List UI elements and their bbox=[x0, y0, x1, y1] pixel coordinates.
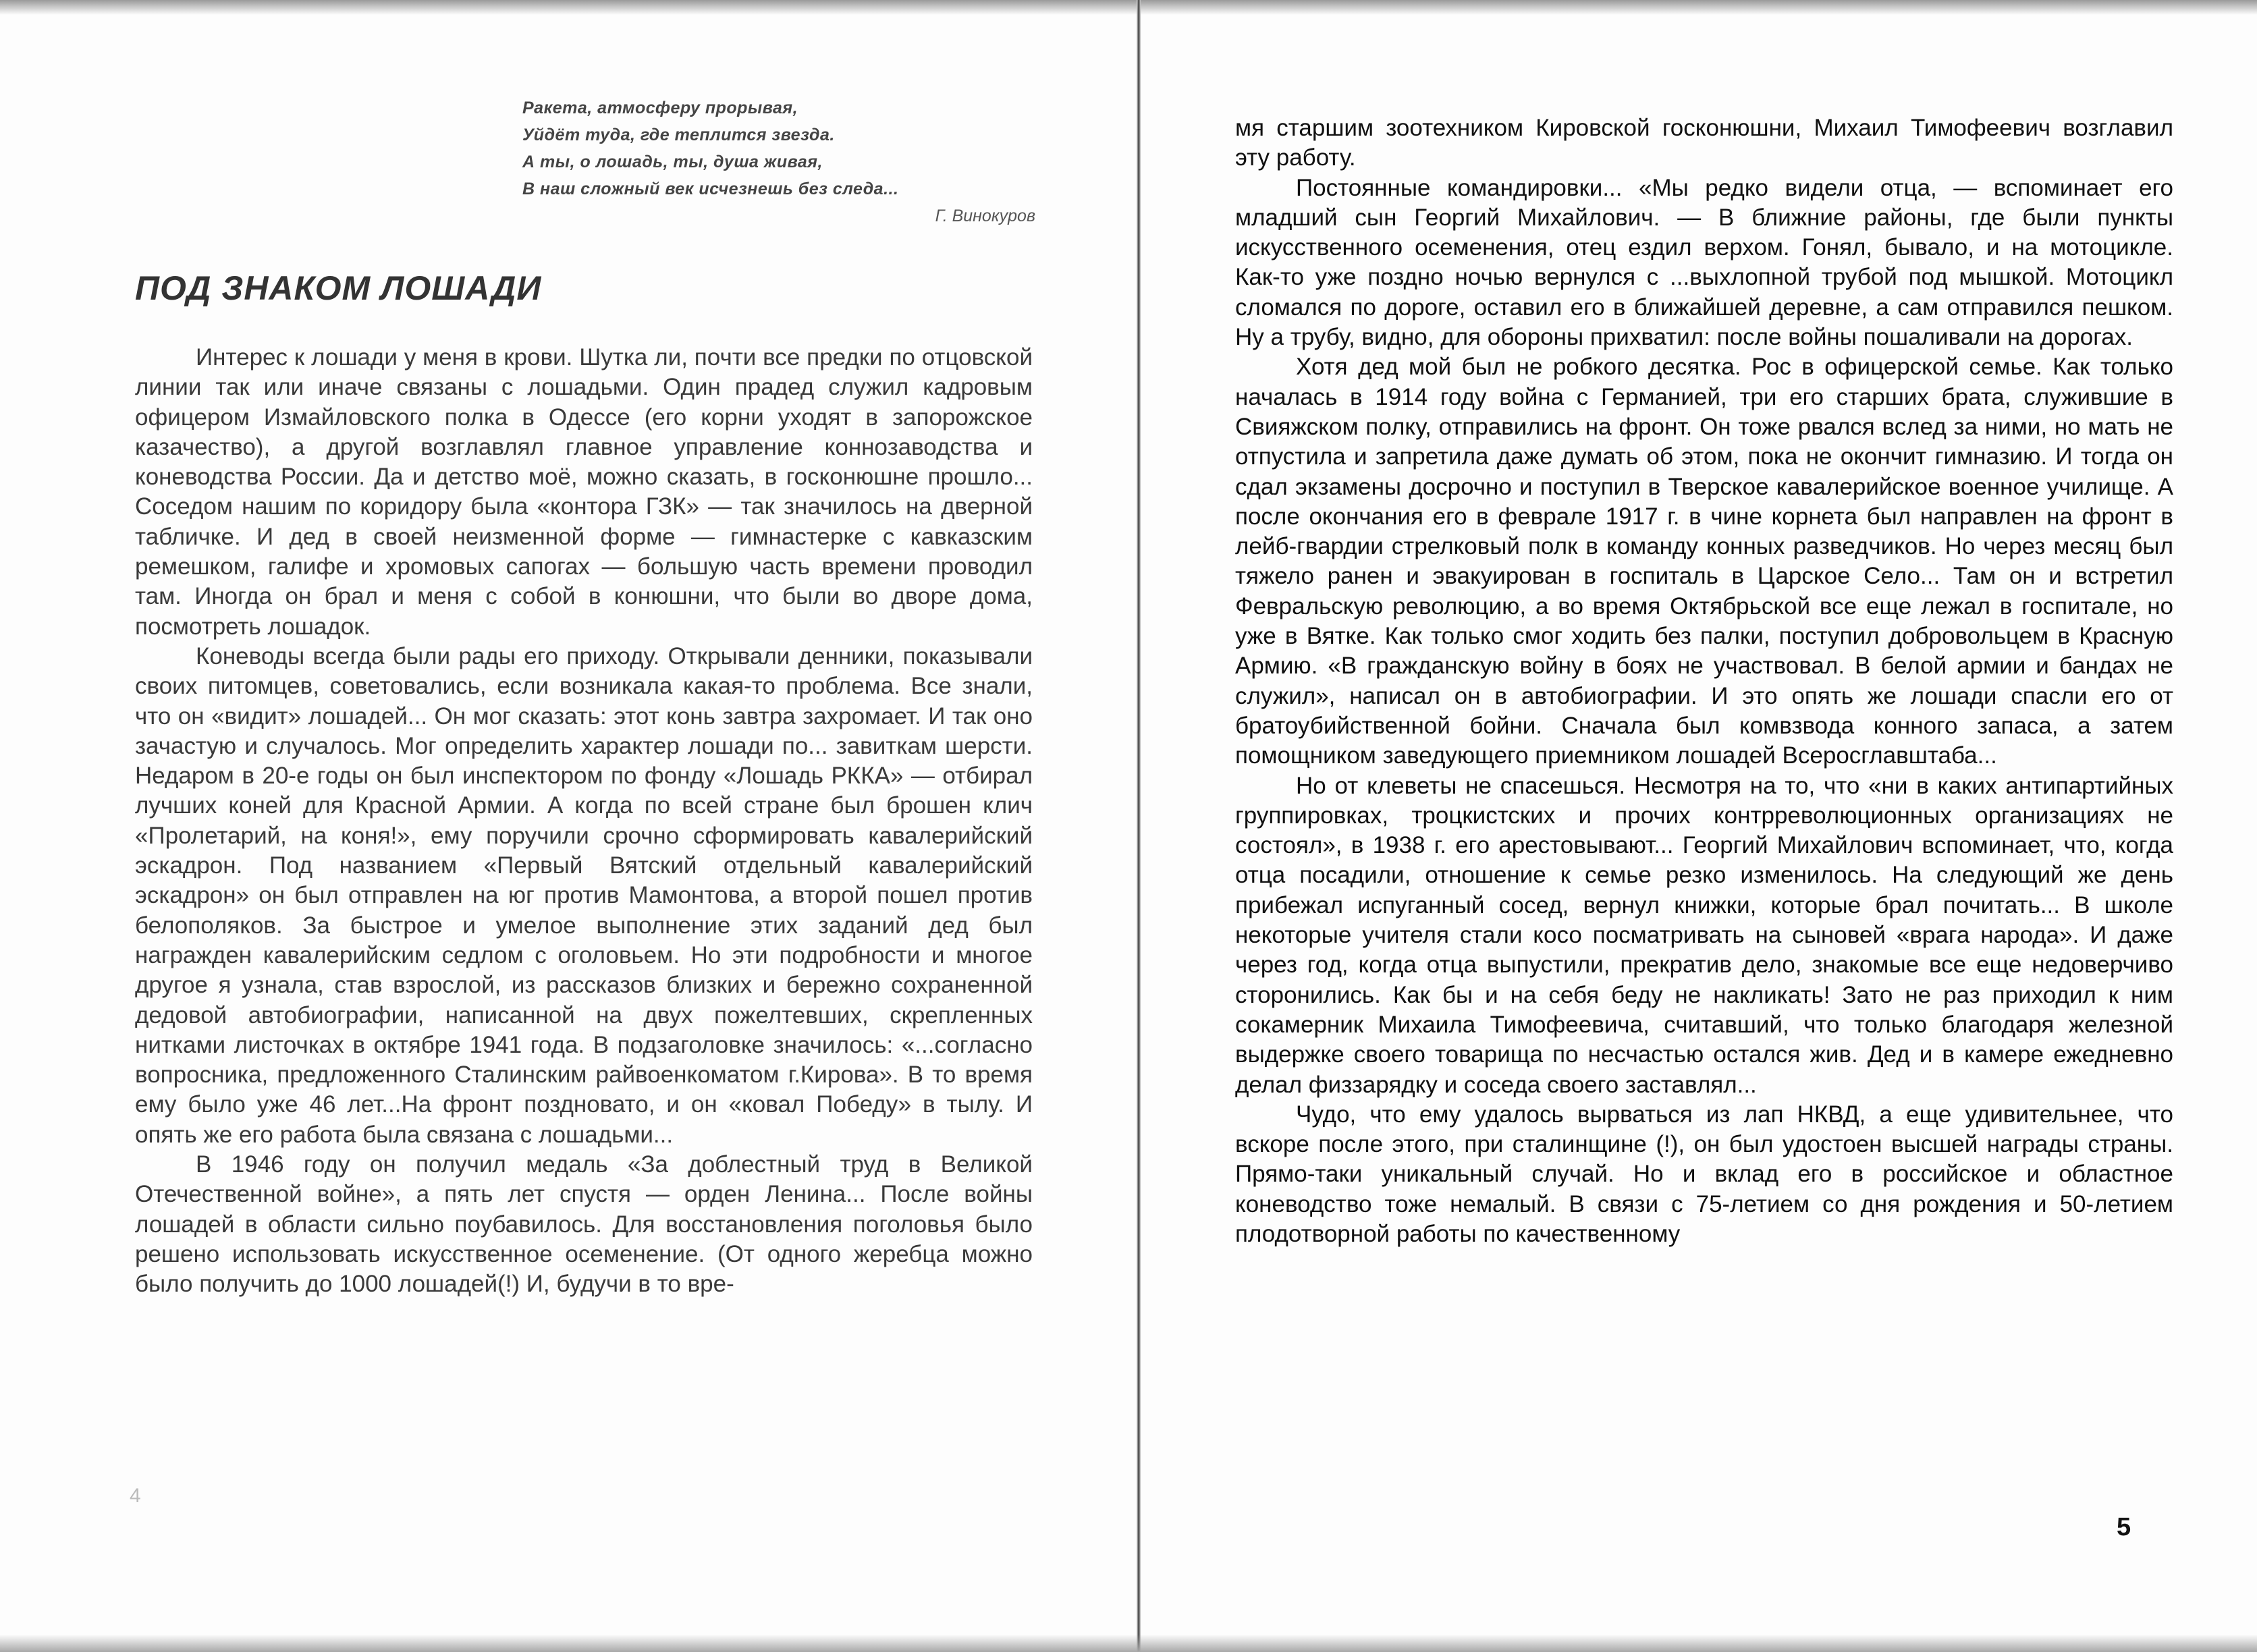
chapter-title: ПОД ЗНАКОМ ЛОШАДИ bbox=[135, 269, 542, 307]
paragraph: Хотя дед мой был не робкого десятка. Рос в офицерской семье. Как только началась в 1914 году война с Германией, три его старших брата, служившие в Свияжском полку, отправились на фронт. Он тоже рвался вслед за ними, но мать не отпустила и запретила даже думать об этом, пока не окончит гимназию. И тогда он сдал экзамены досрочно и поступил в Тверское кавалерийское военное училище. А после окончания его в феврале 1917 г. в чине корнета был направлен на фронт в лейб-гвардии стрелковый полк в команду конных разведчиков. Но через месяц был тяжело ранен и эвакуирован в госпиталь в Царское Село... Там он и встретил Февральскую революцию, а во время Октябрьской все еще лежал в госпитале, но уже в Вятке. Как только смог ходить без палки, поступил добровольцем в Красную Армию. «В гражданскую войну в боях не участвовал. В белой армии и бандах не служил», написал он в автобиографии. И это опять же лошади спасли его от братоубийственной бойни. Сначала был комвзвода конного запаса, а затем помощником заведующего приемником лошадей Всеросглавштаба... bbox=[1235, 354, 2173, 769]
epigraph-line: А ты, о лошадь, ты, душа живая, bbox=[522, 153, 823, 171]
page-number-left: 4 bbox=[130, 1485, 141, 1507]
right-text-column bbox=[1235, 113, 2173, 1249]
paragraph: мя старшим зоотехником Кировской госконюшни, Михаил Тимофеевич возглавил эту работу. bbox=[1235, 115, 2173, 171]
epigraph-line: Уйдёт туда, где теплится звезда. bbox=[522, 126, 835, 144]
epigraph-author: Г. Винокуров bbox=[935, 206, 1035, 225]
paragraph: Интерес к лошади у меня в крови. Шутка ли, почти все предки по отцовской линии так или иначе связаны с лошадьми. Один прадед служил кадровым офицером Измайловского полка в Одессе (его корни уходят в запорожское казачество), а другой возглавлял главное управление коннозаводства и коневодства России. Да и детство моё, можно сказать, в госконюшне прошло... Соседом нашим по коридору была «контора ГЗК» — так значилось на дверной табличке. И дед в своей неизменной форме — гимнастерке с кавказским ремешком, галифе и хромовых сапогах — большую часть времени проводил там. Иногда он брал и меня с собой в конюшни, что были во дворе дома, посмотреть лошадок. bbox=[135, 344, 1033, 640]
paragraph: Постоянные командировки... «Мы редко видели отца, — вспоминает его младший сын Георгий Михайлович. — В ближние районы, где были пункты искусственного осеменения, отец ездил верхом. Гонял, бывало, и на мотоцикле. Как-то уже поздно ночью вернулся с ...выхлопной трубой под мышкой. Мотоцикл сломался по дороге, оставил его в ближайшей деревне, а сам отправился пешком. Ну а трубу, видно, для обороны прихватил: после войны пошаливали на дорогах. bbox=[1235, 174, 2173, 351]
right-page bbox=[1141, 0, 2257, 1652]
paragraph: В 1946 году он получил медаль «За доблестный труд в Великой Отечественной войне», а пять лет спустя — орден Ленина... После войны лошадей в области сильно поубавилось. Для восстановления поголовья было решено использовать искусственное осеменение. (От одного жеребца можно было получить до 1000 лошадей(!) И, будучи в то вре- bbox=[135, 1151, 1033, 1298]
epigraph-line: Ракета, атмосферу прорывая, bbox=[522, 99, 798, 117]
page-number-right: 5 bbox=[2117, 1513, 2131, 1541]
paragraph: Коневоды всегда были рады его приходу. Открывали денники, показывали своих питомцев, советовались, если возникала какая-то проблема. Все знали, что он «видит» лошадей... Он мог сказать: этот конь завтра захромает. И так оно зачастую и случалось. Мог определить характер лошади по... завиткам шерсти. Недаром в 20-е годы он был инспектором по фонду «Лошадь РККА» — отбирал лучших коней для Красной Армии. А когда по всей стране был брошен клич «Пролетарий, на коня!», ему поручили срочно сформировать кавалерийский эскадрон. Под названием «Первый Вятский отдельный кавалерийский эскадрон» он был отправлен на юг против Мамонтова, а второй пошел против белополяков. За быстрое и умелое выполнение этих заданий дед был награжден кавалерийским седлом с оголовьем. Но эти подробности и многое другое я узнала, став взрослой, из рассказов близких и бережно сохраненной дедовой автобиографии, написанной на двух пожелтевших, скрепленных нитками листочках в октябре 1941 года. В подзаголовке значилось: «...согласно вопросника, предложенного Сталинским райвоенкоматом г.Кирова». В то время ему было уже 46 лет...На фронт поздновато, и он «ковал Победу» в тылу. И опять же его работа была связана с лошадьми... bbox=[135, 642, 1033, 1148]
epigraph bbox=[522, 94, 1035, 229]
epigraph-line: В наш сложный век исчезнешь без следа... bbox=[522, 180, 899, 198]
left-text-column bbox=[135, 343, 1033, 1300]
paragraph: Чудо, что ему удалось вырваться из лап НКВД, а еще удивительнее, что вскоре после этого, при сталинщине (!), он был удостоен высшей награды страны. Прямо-таки уникальный случай. Но и вклад его в российское и областное коневодство тоже немалый. В связи с 75-летием со дня рождения и 50-летием плодотворной работы по качественному bbox=[1235, 1101, 2173, 1247]
paragraph: Но от клеветы не спасешься. Несмотря на то, что «ни в каких антипартийных группировках, троцкистских и прочих контрреволюционных организациях не состоял», в 1938 г. его арестовывают... Георгий Михайлович вспоминает, что, когда отца посадили, отношение к семье резко изменилось. На следующий же день прибежал испуганный сосед, вернул книжки, которые брал почитать... В школе некоторые учителя стали косо посматривать на сыновей «врага народа». И даже через год, когда отца выпустили, прекратив дело, знакомые все еще недоверчиво сторонились. Как бы и на себя беду не накликать! Зато не раз приходил к ним сокамерник Михаила Тимофеевича, считавший, что только благодаря железной выдержке своего товарища по несчастью остался жив. Дед и в камере ежедневно делал физзарядку и соседа своего заставлял... bbox=[1235, 772, 2173, 1098]
